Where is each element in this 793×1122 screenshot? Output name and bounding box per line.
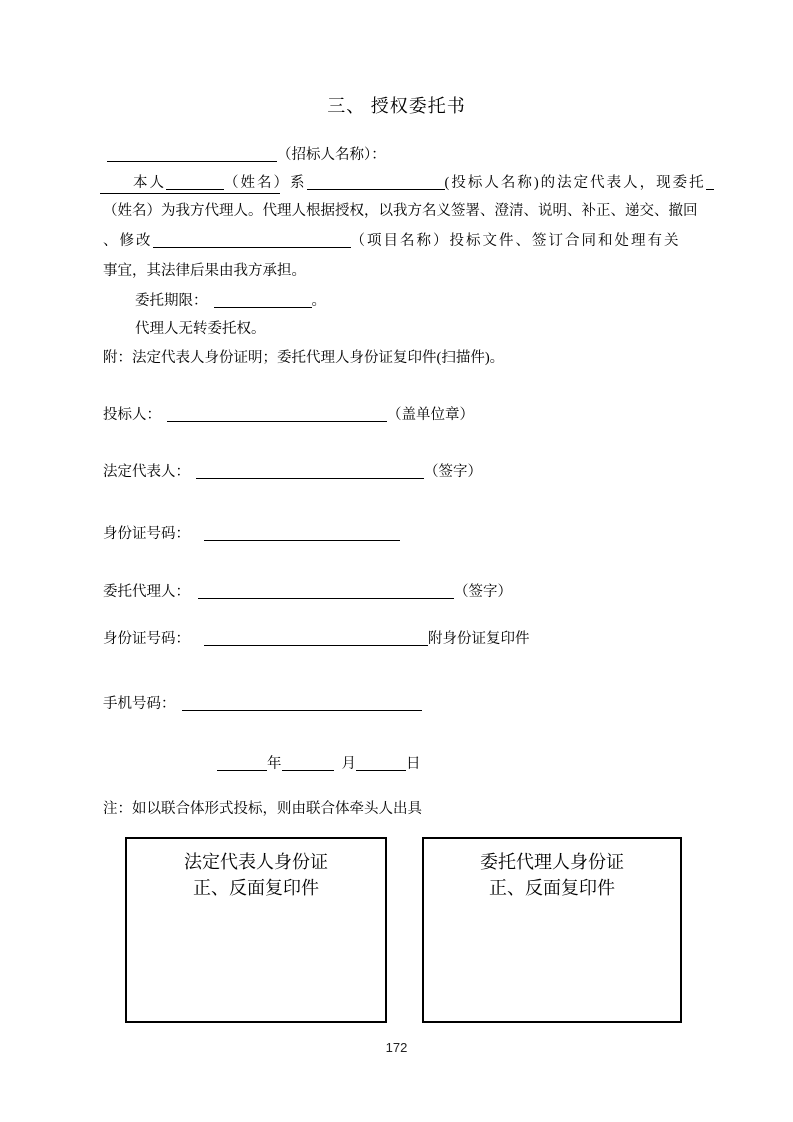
project-name-blank: [153, 233, 351, 248]
legal-rep-line: [103, 461, 482, 483]
addressee-label: （招标人名称）：: [277, 147, 386, 163]
phone-label: 手机号码：: [103, 696, 176, 712]
legal-rep-blank: [196, 464, 424, 479]
bidder-label: 投标人：: [103, 407, 161, 423]
duration-line: [135, 290, 326, 312]
id2-blank: [204, 631, 428, 646]
paragraph-line-4: [103, 260, 306, 282]
agent-blank: [198, 584, 454, 599]
year-label: 年: [267, 756, 282, 772]
bidder-suffix: （盖单位章）: [387, 407, 474, 423]
id2-suffix: 附身份证复印件: [428, 631, 530, 647]
para-text: 、修改: [103, 233, 153, 249]
legal-rep-suffix: （签字）: [424, 464, 482, 480]
para-text: （项目名称）投标文件、签订合同和处理有关: [350, 233, 681, 249]
id1-blank: [204, 526, 400, 541]
id-number-line-2: [103, 628, 530, 650]
date-line: [217, 753, 421, 775]
page-number: 172: [385, 1040, 408, 1055]
agent-id-copy-box: [422, 837, 682, 1023]
year-blank: [217, 756, 267, 771]
para-text: （姓名）系: [224, 175, 307, 191]
duration-period: 。: [311, 293, 326, 309]
agent-suffix: （签字）: [454, 584, 512, 600]
phone-blank: [182, 696, 422, 711]
para-text: （姓名）为我方代理人。代理人根据授权，以我方名义签署、澄清、说明、补正、递交、撤回: [103, 203, 698, 219]
id1-label: 身份证号码：: [103, 526, 190, 542]
bidder-blank: [167, 407, 387, 422]
id2-label: 身份证号码：: [103, 631, 190, 647]
agent-line: [103, 581, 512, 603]
duration-label: 委托期限：: [135, 293, 208, 309]
box-title-line-2: 正、反面复印件: [193, 878, 319, 898]
duration-blank: [214, 293, 312, 308]
page-title: 三、 授权委托书: [327, 96, 466, 116]
attachment-text: 附：法定代表人身份证明；委托代理人身份证复印件(扫描件)。: [103, 350, 505, 366]
no-transfer-line: [135, 318, 266, 340]
agent-label: 委托代理人：: [103, 584, 190, 600]
day-label: 日: [406, 756, 421, 772]
box-title-line-2: 正、反面复印件: [489, 878, 615, 898]
legal-rep-label: 法定代表人：: [103, 464, 190, 480]
box-title-line-1: 委托代理人身份证: [480, 852, 624, 872]
legal-rep-id-copy-box: [125, 837, 387, 1023]
bidder-name-blank: [307, 175, 445, 190]
note-text: 注：如以联合体形式投标，则由联合体牵头人出具: [103, 801, 422, 817]
box-title-line-1: 法定代表人身份证: [184, 852, 328, 872]
para-text: 事宜，其法律后果由我方承担。: [103, 263, 306, 279]
addressee-line: [107, 144, 386, 166]
paragraph-line-3: [103, 230, 681, 252]
bidder-line: [103, 404, 474, 426]
month-blank: [282, 756, 334, 771]
tenderer-name-blank: [107, 147, 277, 162]
consortium-note: [103, 798, 422, 820]
phone-line: [103, 693, 422, 715]
month-label: 月: [341, 756, 356, 772]
no-transfer-text: 代理人无转委托权。: [135, 321, 266, 337]
para-text: (投标人名称)的法定代表人，现委托: [444, 175, 706, 191]
agent-name-blank-wrapped: [100, 180, 280, 194]
para-text: 本人: [133, 175, 166, 191]
agent-name-blank-start: [706, 175, 714, 190]
paragraph-line-2: [103, 200, 698, 222]
id-number-line-1: [103, 523, 400, 545]
day-blank: [356, 756, 406, 771]
attachment-line: [103, 347, 504, 369]
